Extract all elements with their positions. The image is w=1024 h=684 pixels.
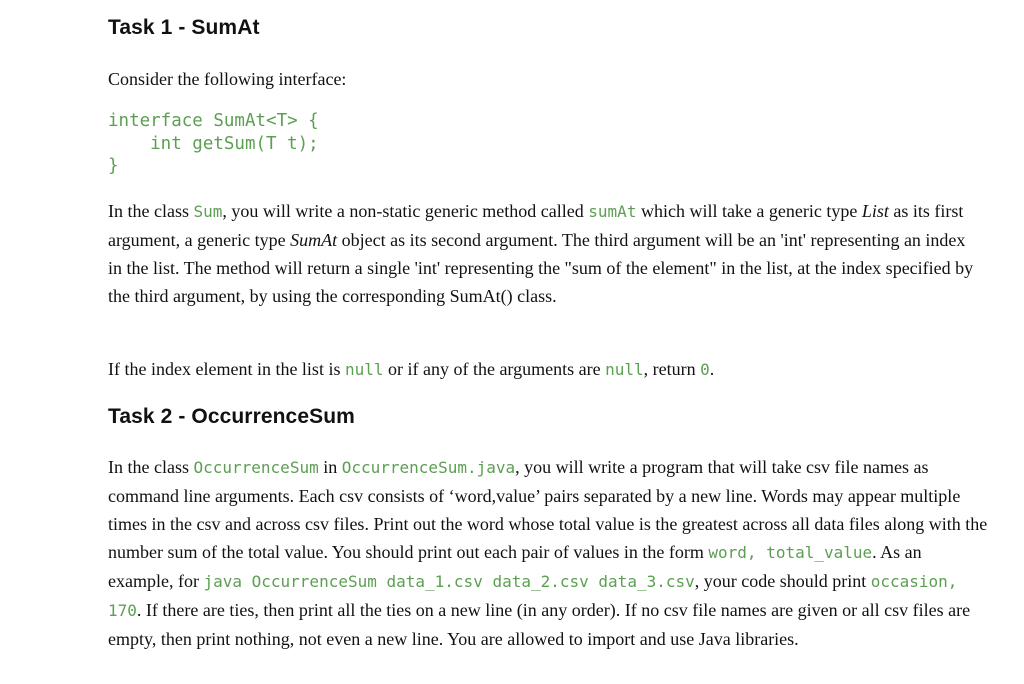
inline-code: sumAt	[588, 202, 637, 221]
inline-code: OccurrenceSum	[193, 458, 319, 477]
code-line-2: int getSum(T t);	[108, 133, 319, 154]
code-line-1: interface SumAt<T> {	[108, 111, 319, 131]
task2-heading: Task 2 - OccurrenceSum	[108, 405, 355, 428]
inline-code: null	[605, 360, 644, 379]
inline-code: word, total_value	[708, 543, 873, 562]
task1-null-rule: If the index element in the list is null or if any of the arguments are null, return 0.	[108, 359, 715, 379]
inline-code: 0	[700, 360, 710, 379]
inline-code: null	[344, 360, 384, 379]
inline-code: occasion, 170	[108, 572, 958, 620]
task1-description: In the class Sum, you will write a non-static generic method called sumAt which will take a generic type List as its first argument, a generic type SumAt object as its second argument. The third argument will be an 'int' representing an index in the list. The method will return a single 'int' representing the "sum of the element" in the list, at the index specified by the third argument, by using the corresponding SumAt() class.	[108, 201, 974, 306]
task1-heading: Task 1 - SumAt	[108, 16, 260, 39]
inline-code: OccurrenceSum.java	[341, 458, 516, 477]
code-line-3: }	[108, 156, 119, 176]
inline-code: java OccurrenceSum data_1.csv data_2.csv data_3.csv	[203, 572, 695, 591]
italic-term: SumAt	[290, 230, 338, 250]
inline-code: Sum	[193, 202, 223, 221]
task2-description: In the class OccurrenceSum in OccurrenceSum.java, you will write a program that will take csv file names as command line arguments. Each csv consists of ‘word,value’ pairs separated by a new line. Words may appear multiple times in the csv and across csv files. Print out the word whose total value is the greatest across all data files along with the number sum of the total value. You should print out each pair of values in the form word, total_value. As an example, for java OccurrenceSum data_1.csv data_2.csv data_3.csv, your code should print occasion, 170. If there are ties, then print all the ties on a new line (in any order). If no csv file names are given or all csv files are empty, then print nothing, not even a new line. You are allowed to import and use Java libraries.	[108, 457, 988, 649]
italic-term: List	[861, 201, 889, 221]
interface-code-block	[108, 110, 319, 178]
task1-intro: Consider the following interface:	[108, 69, 347, 89]
